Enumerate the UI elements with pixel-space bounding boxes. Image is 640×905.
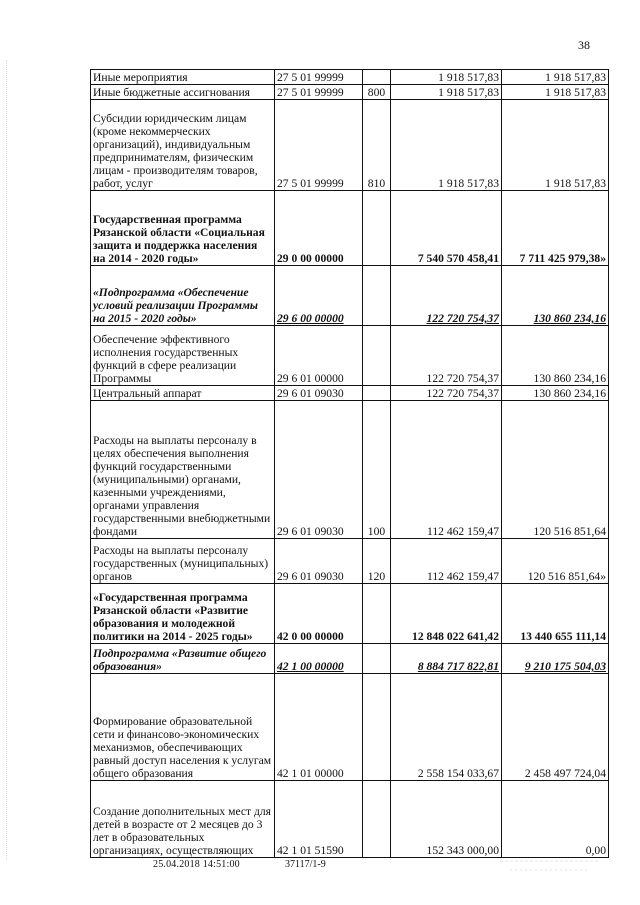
row-amount-year1-cell: 122 720 754,37 (391, 326, 502, 386)
footer-document-code: 37117/1-9 (285, 859, 326, 870)
table-row (91, 674, 609, 781)
row-amount-year2-cell: 7 711 425 979,38» (502, 191, 609, 266)
row-amount-year2-cell: 1 918 517,83 (502, 70, 609, 85)
row-amount-year1-cell: 8 884 717 822,81 (391, 644, 502, 674)
table-row (91, 401, 609, 539)
row-name-cell: Подпрограмма «Развитие общего образования» (91, 644, 275, 674)
row-name-cell: Государственная программа Рязанской области «Социальная защита и поддержка населения на 2014 - 2020 годы» (91, 191, 275, 266)
row-amount-year1-cell: 122 720 754,37 (391, 266, 502, 326)
faded-stamp-mark (500, 856, 605, 878)
row-code-cell: 29 6 01 09030 (275, 386, 363, 401)
row-expense-type-cell (363, 326, 391, 386)
row-code-cell: 42 0 00 00000 (275, 584, 363, 644)
row-name-cell: Формирование образовательной сети и финансово-экономических механизмов, обеспечивающих равный доступ населения к услугам общего образования (91, 674, 275, 781)
row-name-cell: Расходы на выплаты персоналу в целях обеспечения выполнения функций государственными (муниципальными) органами, казенными учреждениями, органами управления государственными внебюджетными фондами (91, 401, 275, 539)
row-amount-year1-cell: 7 540 570 458,41 (391, 191, 502, 266)
row-amount-year2-cell: 130 860 234,16 (502, 326, 609, 386)
table-row (91, 386, 609, 401)
row-expense-type-cell (363, 781, 391, 858)
row-name-cell: Обеспечение эффективного исполнения государственных функций в сфере реализации Программы (91, 326, 275, 386)
row-expense-type-cell: 100 (363, 401, 391, 539)
row-amount-year2-cell: 120 516 851,64 (502, 401, 609, 539)
row-amount-year1-cell: 2 558 154 033,67 (391, 674, 502, 781)
row-amount-year1-cell: 112 462 159,47 (391, 401, 502, 539)
row-code-cell: 42 1 01 51590 (275, 781, 363, 858)
row-code-cell: 29 6 01 09030 (275, 401, 363, 539)
row-expense-type-cell (363, 386, 391, 401)
table-row (91, 539, 609, 584)
page-number: 38 (578, 38, 590, 52)
row-name-cell: «Подпрограмма «Обеспечение условий реализации Программы на 2015 - 2020 годы» (91, 266, 275, 326)
table-row (91, 781, 609, 858)
row-expense-type-cell: 800 (363, 85, 391, 100)
row-amount-year1-cell: 122 720 754,37 (391, 386, 502, 401)
row-amount-year2-cell: 13 440 655 111,14 (502, 584, 609, 644)
row-expense-type-cell (363, 266, 391, 326)
row-amount-year1-cell: 12 848 022 641,42 (391, 584, 502, 644)
row-code-cell: 42 1 01 00000 (275, 674, 363, 781)
row-name-cell: Центральный аппарат (91, 386, 275, 401)
row-code-cell: 27 5 01 99999 (275, 85, 363, 100)
row-expense-type-cell: 810 (363, 100, 391, 191)
row-name-cell: Создание дополнительных мест для детей в возрасте от 2 месяцев до 3 лет в образовательных организациях, осуществляющих (91, 781, 275, 858)
row-expense-type-cell (363, 70, 391, 85)
table-row (91, 644, 609, 674)
row-amount-year2-cell: 0,00 (502, 781, 609, 858)
row-name-cell: Иные мероприятия (91, 70, 275, 85)
table-row (91, 100, 609, 191)
row-expense-type-cell (363, 584, 391, 644)
table-row (91, 584, 609, 644)
row-code-cell: 29 6 00 00000 (275, 266, 363, 326)
row-name-cell: Субсидии юридическим лицам (кроме некоммерческих организаций), индивидуальным предпринимателям, физическим лицам - производителям товаров, работ, услуг (91, 100, 275, 191)
row-name-cell: Расходы на выплаты персоналу государственных (муниципальных) органов (91, 539, 275, 584)
row-amount-year1-cell: 112 462 159,47 (391, 539, 502, 584)
row-amount-year2-cell: 1 918 517,83 (502, 100, 609, 191)
row-code-cell: 42 1 00 00000 (275, 644, 363, 674)
footer-timestamp: 25.04.2018 14:51:00 (153, 859, 240, 870)
table-row (91, 191, 609, 266)
table-row (91, 70, 609, 85)
row-code-cell: 29 0 00 00000 (275, 191, 363, 266)
row-amount-year2-cell: 130 860 234,16 (502, 386, 609, 401)
row-name-cell: Иные бюджетные ассигнования (91, 85, 275, 100)
row-expense-type-cell (363, 644, 391, 674)
table-row (91, 85, 609, 100)
margin-scan-artifact (6, 60, 11, 860)
row-amount-year2-cell: 1 918 517,83 (502, 85, 609, 100)
row-expense-type-cell: 120 (363, 539, 391, 584)
row-amount-year1-cell: 1 918 517,83 (391, 100, 502, 191)
row-name-cell: «Государственная программа Рязанской области «Развитие образования и молодежной политики на 2014 - 2025 годы» (91, 584, 275, 644)
row-amount-year1-cell: 1 918 517,83 (391, 85, 502, 100)
row-expense-type-cell (363, 191, 391, 266)
row-code-cell: 29 6 01 00000 (275, 326, 363, 386)
row-amount-year1-cell: 1 918 517,83 (391, 70, 502, 85)
row-code-cell: 27 5 01 99999 (275, 70, 363, 85)
table-row (91, 266, 609, 326)
row-code-cell: 29 6 01 09030 (275, 539, 363, 584)
row-amount-year2-cell: 2 458 497 724,04 (502, 674, 609, 781)
row-amount-year2-cell: 120 516 851,64» (502, 539, 609, 584)
row-code-cell: 27 5 01 99999 (275, 100, 363, 191)
row-amount-year2-cell: 9 210 175 504,03 (502, 644, 609, 674)
row-amount-year1-cell: 152 343 000,00 (391, 781, 502, 858)
row-amount-year2-cell: 130 860 234,16 (502, 266, 609, 326)
table-row (91, 326, 609, 386)
row-expense-type-cell (363, 674, 391, 781)
budget-table (90, 69, 609, 858)
